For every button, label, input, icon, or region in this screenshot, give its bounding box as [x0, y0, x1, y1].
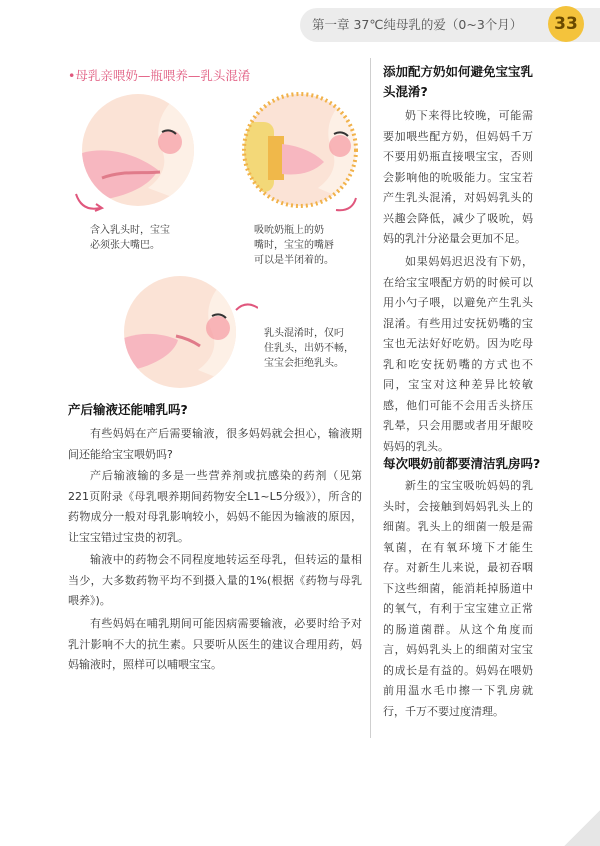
caption-bottle: 吸吮奶瓶上的奶 嘴时，宝宝的嘴唇 可以是半闭着的。 — [254, 225, 334, 266]
left-paragraph-4: 有些妈妈在哺乳期间可能因病需要输液，必要时给予对乳汁影响不大的抗生素。只要听从医生的建议合理用药，妈妈输液时，照样可以哺喂宝宝。 — [68, 617, 362, 671]
right-paragraph-3: 新生的宝宝吸吮妈妈的乳头时，会接触到妈妈乳头上的细菌。乳头上的细菌一般是需氧菌，在有氧环境下才能生存。对新生儿来说，最初吞咽下这些细菌，能消耗掉肠道中的氧气，有利于宝宝建立正常的肠道菌群。从这个角度而言，妈妈乳头上的细菌对宝宝的成长是有益的。妈妈在喂奶前用温水毛巾擦一下乳房就行，千万不要过度清理。 — [383, 479, 533, 718]
left-paragraph-3: 输液中的药物会不同程度地转运至母乳，但转运的量相当少，大多数药物平均不到摄入量的1%(根据《药物与母乳喂养》)。 — [68, 553, 362, 607]
left-paragraph-1: 有些妈妈在产后需要输液，很多妈妈就会担心，输液期间还能给宝宝喂奶吗? — [68, 427, 362, 461]
nipple-confusion-illustration — [108, 274, 258, 394]
illustration-section-title: •母乳亲喂奶—瓶喂养—乳头混淆 — [68, 68, 251, 83]
right-paragraph-2: 如果妈妈迟迟没有下奶，在给宝宝喂配方奶的时候可以用小勺子喂，以避免产生乳头混淆。有些用过安抚奶嘴的宝宝也无法好好吃奶。因为吃母乳和吃安抚奶嘴的方式也不同，宝宝对这种差异比较敏感，他们可能不会用舌头挤压乳晕，只会用腮或者用牙龈咬妈妈的乳头。 — [383, 255, 533, 453]
chapter-title: 第一章 37℃纯母乳的爱（0~3个月） — [312, 17, 523, 32]
heading-formula-confusion: 添加配方奶如何避免宝宝乳头混淆? — [383, 64, 534, 99]
heading-postpartum-infusion: 产后输液还能哺乳吗? — [68, 402, 188, 417]
page-number-badge: 33 — [548, 6, 584, 42]
caption-latch: 含入乳头时，宝宝 必须张大嘴巴。 — [90, 225, 170, 251]
heading-clean-breast: 每次喂奶前都要清洁乳房吗? — [383, 456, 541, 471]
bottle-feeding-illustration — [224, 92, 374, 212]
left-paragraph-2: 产后输液输的多是一些营养剂或抗感染的药剂（见第221页附录《母乳喂养期间药物安全L1~L5分级》），所含的药物成分一般对母乳影响较小，妈妈不能因为输液的原因，让宝宝错过宝贵的初乳。 — [68, 469, 362, 544]
page-corner — [564, 810, 600, 846]
right-paragraph-1: 奶下来得比较晚，可能需要加喂些配方奶，但妈妈千万不要用奶瓶直接喂宝宝，否则会影响他的吮吸能力。宝宝若产生乳头混淆，对妈妈乳头的兴趣会降低，减少了吸吮，妈妈的乳汁分泌量会更加不足。 — [383, 109, 533, 245]
breastfeeding-illustration — [62, 92, 212, 212]
caption-confusion: 乳头混淆时，仅叼 住乳头，出奶不畅， 宝宝会拒绝乳头。 — [264, 328, 354, 369]
